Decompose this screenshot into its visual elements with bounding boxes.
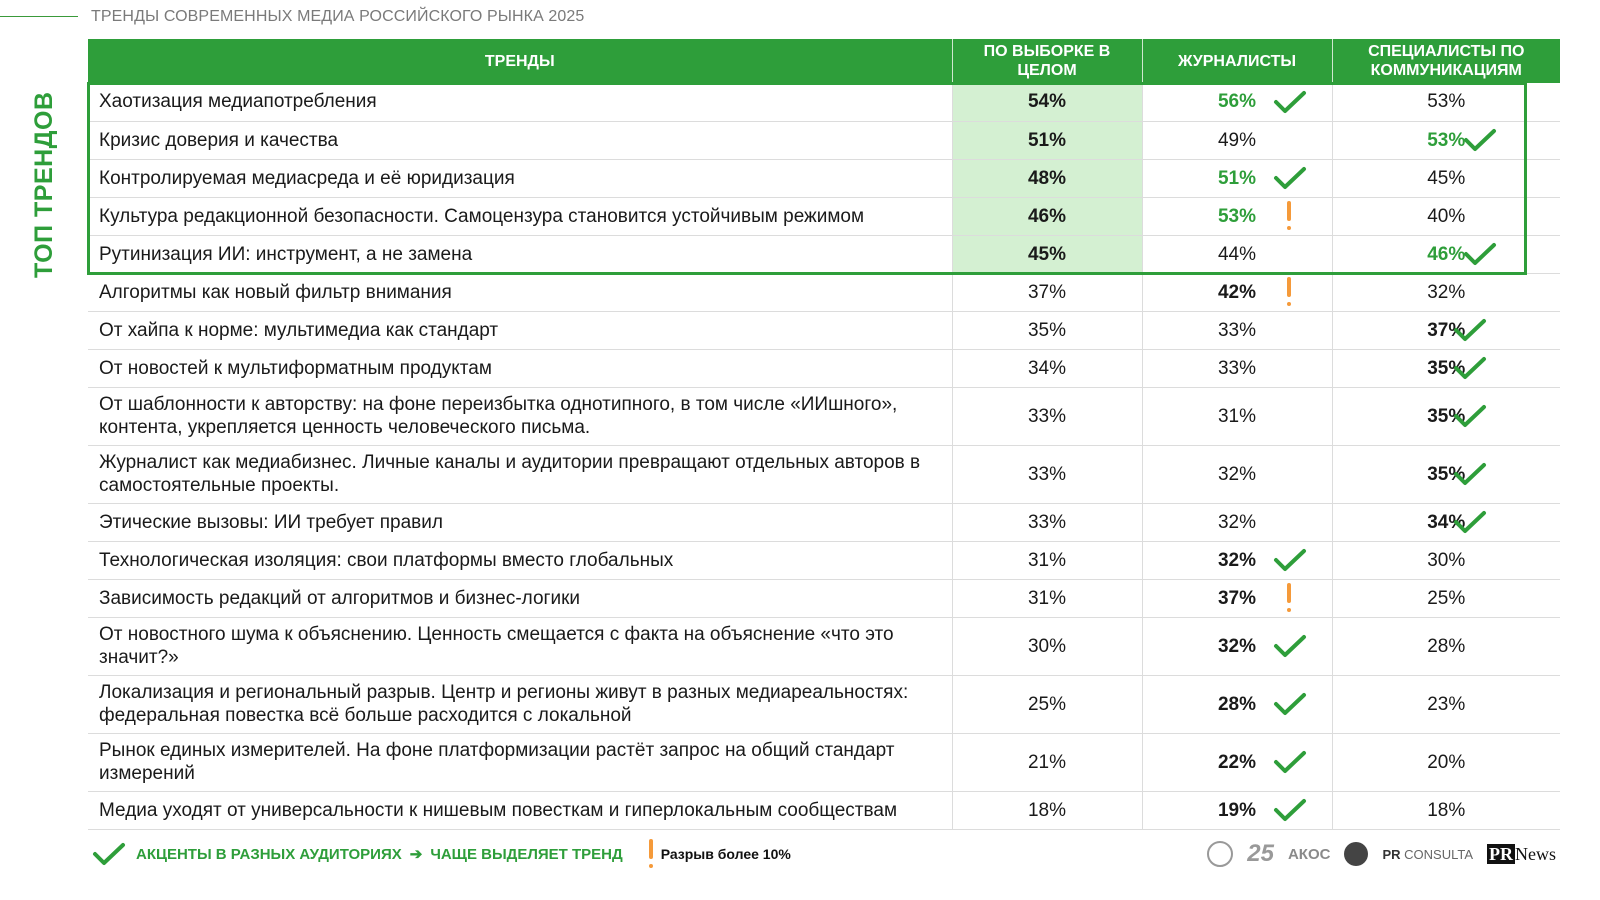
partner-logos bbox=[1207, 840, 1556, 868]
value-journalists-text: 44% bbox=[1217, 243, 1257, 265]
value-journalists bbox=[1142, 541, 1332, 579]
value-total-text: 18% bbox=[1027, 799, 1067, 821]
check-icon bbox=[1273, 89, 1307, 115]
trend-name: От новостного шума к объяснению. Ценность смещается с факта на объяснение «что это значит?» bbox=[88, 617, 952, 675]
value-specialists bbox=[1332, 733, 1560, 791]
value-journalists-text: 53% bbox=[1217, 205, 1257, 227]
value-total-text: 21% bbox=[1027, 751, 1067, 773]
logo-prnews-pr: PR bbox=[1489, 843, 1513, 864]
value-specialists-text: 35% bbox=[1427, 463, 1466, 485]
value-specialists bbox=[1332, 83, 1560, 121]
header-trends: ТРЕНДЫ bbox=[88, 39, 952, 83]
top-trend-row bbox=[88, 121, 1560, 159]
header-journalists: ЖУРНАЛИСТЫ bbox=[1142, 39, 1332, 83]
trend-name: От новостей к мультиформатным продуктам bbox=[88, 349, 952, 387]
value-total bbox=[952, 579, 1142, 617]
value-journalists-text: 51% bbox=[1217, 167, 1257, 189]
check-icon bbox=[1273, 691, 1307, 717]
value-total bbox=[952, 273, 1142, 311]
value-specialists-text: 46% bbox=[1427, 243, 1466, 265]
trend-name: От хайпа к норме: мультимедиа как стандарт bbox=[88, 311, 952, 349]
value-specialists bbox=[1332, 311, 1560, 349]
value-journalists-text: 37% bbox=[1217, 587, 1257, 609]
value-specialists-text: 40% bbox=[1427, 205, 1466, 227]
trend-row bbox=[88, 541, 1560, 579]
value-specialists bbox=[1332, 197, 1560, 235]
value-total-text: 34% bbox=[1027, 357, 1067, 379]
title-rule bbox=[0, 16, 78, 17]
check-icon bbox=[1273, 797, 1307, 823]
value-journalists bbox=[1142, 387, 1332, 445]
value-journalists bbox=[1142, 733, 1332, 791]
value-total bbox=[952, 791, 1142, 829]
exclamation-icon bbox=[1285, 583, 1293, 613]
arrow-right-icon: ➔ bbox=[409, 846, 423, 863]
copyright-logo-icon bbox=[1207, 841, 1233, 867]
exclamation-icon bbox=[647, 839, 655, 869]
value-total bbox=[952, 541, 1142, 579]
trend-row bbox=[88, 617, 1560, 675]
value-total-text: 45% bbox=[1027, 243, 1067, 265]
check-icon bbox=[1273, 633, 1307, 659]
value-total-text: 48% bbox=[1027, 167, 1067, 189]
value-journalists bbox=[1142, 617, 1332, 675]
check-icon bbox=[1463, 127, 1497, 153]
value-specialists-text: 53% bbox=[1427, 91, 1466, 113]
trend-row bbox=[88, 791, 1560, 829]
check-icon bbox=[92, 841, 126, 867]
value-specialists bbox=[1332, 541, 1560, 579]
logo-25: 25 bbox=[1247, 840, 1274, 867]
trend-name: Медиа уходят от универсальности к нишевым повесткам и гиперлокальным сообществам bbox=[88, 791, 952, 829]
value-journalists-text: 32% bbox=[1217, 635, 1257, 657]
value-specialists bbox=[1332, 617, 1560, 675]
check-icon bbox=[1273, 749, 1307, 775]
top-trend-row bbox=[88, 83, 1560, 121]
value-total bbox=[952, 675, 1142, 733]
emblem-logo-icon bbox=[1344, 842, 1368, 866]
value-total bbox=[952, 311, 1142, 349]
trend-name: Культура редакционной безопасности. Самоцензура становится устойчивым режимом bbox=[88, 197, 952, 235]
value-total-text: 31% bbox=[1027, 587, 1067, 609]
value-journalists-text: 42% bbox=[1217, 281, 1257, 303]
trend-row bbox=[88, 349, 1560, 387]
value-journalists bbox=[1142, 83, 1332, 121]
top-trend-row bbox=[88, 159, 1560, 197]
trend-name: Контролируемая медиасреда и её юридизация bbox=[88, 159, 952, 197]
check-icon bbox=[1273, 547, 1307, 573]
top-trend-row bbox=[88, 197, 1560, 235]
check-icon bbox=[1453, 317, 1487, 343]
check-icon bbox=[1453, 355, 1487, 381]
value-specialists bbox=[1332, 579, 1560, 617]
logo-consulta-text: CONSULTA bbox=[1404, 846, 1473, 862]
header-specialists: СПЕЦИАЛИСТЫ ПО КОММУНИКАЦИЯМ bbox=[1332, 39, 1560, 83]
value-specialists bbox=[1332, 675, 1560, 733]
check-icon bbox=[1453, 509, 1487, 535]
trend-row bbox=[88, 503, 1560, 541]
value-specialists-text: 45% bbox=[1427, 167, 1466, 189]
value-journalists bbox=[1142, 197, 1332, 235]
value-journalists-text: 49% bbox=[1217, 129, 1257, 151]
value-total bbox=[952, 121, 1142, 159]
value-specialists bbox=[1332, 503, 1560, 541]
trend-row bbox=[88, 445, 1560, 503]
trend-name: Журналист как медиабизнес. Личные каналы и аудитории превращают отдельных авторов в самостоятельные проекты. bbox=[88, 445, 952, 503]
value-specialists bbox=[1332, 791, 1560, 829]
header-total: ПО ВЫБОРКЕ В ЦЕЛОМ bbox=[952, 39, 1142, 83]
value-total-text: 35% bbox=[1027, 319, 1067, 341]
value-specialists-text: 23% bbox=[1427, 693, 1466, 715]
exclamation-icon bbox=[1285, 201, 1293, 231]
value-specialists-text: 35% bbox=[1427, 357, 1466, 379]
value-specialists bbox=[1332, 273, 1560, 311]
value-journalists-text: 32% bbox=[1217, 463, 1257, 485]
value-total-text: 25% bbox=[1027, 693, 1067, 715]
trends-table bbox=[88, 39, 1560, 830]
value-journalists-text: 33% bbox=[1217, 357, 1257, 379]
value-specialists-text: 37% bbox=[1427, 319, 1466, 341]
trend-name: Этические вызовы: ИИ требует правил bbox=[88, 503, 952, 541]
legend-more-text: ЧАЩЕ ВЫДЕЛЯЕТ ТРЕНД bbox=[430, 845, 623, 863]
trend-row bbox=[88, 273, 1560, 311]
value-journalists bbox=[1142, 445, 1332, 503]
value-total-text: 31% bbox=[1027, 549, 1067, 571]
logo-prnews bbox=[1487, 844, 1556, 865]
logo-pr-consulta bbox=[1382, 847, 1473, 862]
value-specialists bbox=[1332, 445, 1560, 503]
value-specialists bbox=[1332, 235, 1560, 273]
trend-name: Рынок единых измерителей. На фоне платформизации растёт запрос на общий стандарт измерений bbox=[88, 733, 952, 791]
side-label-top-trends: ТОП ТРЕНДОВ bbox=[30, 91, 58, 278]
value-total bbox=[952, 387, 1142, 445]
value-specialists bbox=[1332, 159, 1560, 197]
check-icon bbox=[1463, 241, 1497, 267]
value-journalists-text: 22% bbox=[1217, 751, 1257, 773]
trend-name: Алгоритмы как новый фильтр внимания bbox=[88, 273, 952, 311]
value-journalists-text: 32% bbox=[1217, 549, 1257, 571]
value-journalists bbox=[1142, 675, 1332, 733]
value-journalists bbox=[1142, 349, 1332, 387]
value-total bbox=[952, 617, 1142, 675]
value-total bbox=[952, 197, 1142, 235]
value-specialists bbox=[1332, 121, 1560, 159]
value-journalists bbox=[1142, 273, 1332, 311]
trend-name: Технологическая изоляция: свои платформы вместо глобальных bbox=[88, 541, 952, 579]
value-total-text: 33% bbox=[1027, 463, 1067, 485]
value-journalists bbox=[1142, 311, 1332, 349]
value-journalists bbox=[1142, 159, 1332, 197]
value-total bbox=[952, 445, 1142, 503]
top-trend-row bbox=[88, 235, 1560, 273]
value-total bbox=[952, 83, 1142, 121]
value-journalists bbox=[1142, 121, 1332, 159]
value-total-text: 33% bbox=[1027, 511, 1067, 533]
trend-row bbox=[88, 579, 1560, 617]
value-total bbox=[952, 159, 1142, 197]
value-journalists bbox=[1142, 503, 1332, 541]
value-journalists bbox=[1142, 235, 1332, 273]
exclamation-icon bbox=[1285, 277, 1293, 307]
value-journalists-text: 19% bbox=[1217, 799, 1257, 821]
legend bbox=[92, 838, 791, 870]
value-specialists-text: 35% bbox=[1427, 405, 1466, 427]
trend-name: Хаотизация медиапотребления bbox=[88, 83, 952, 121]
value-specialists-text: 53% bbox=[1427, 129, 1466, 151]
logo-prnews-news: News bbox=[1515, 843, 1556, 864]
check-icon bbox=[1453, 403, 1487, 429]
value-specialists-text: 32% bbox=[1427, 281, 1466, 303]
value-total bbox=[952, 235, 1142, 273]
check-icon bbox=[1453, 461, 1487, 487]
trend-name: Рутинизация ИИ: инструмент, а не замена bbox=[88, 235, 952, 273]
value-specialists-text: 34% bbox=[1427, 511, 1466, 533]
value-total bbox=[952, 349, 1142, 387]
value-specialists-text: 20% bbox=[1427, 751, 1466, 773]
value-specialists-text: 25% bbox=[1427, 587, 1466, 609]
value-journalists bbox=[1142, 791, 1332, 829]
trend-name: Локализация и региональный разрыв. Центр и регионы живут в разных медиареальностях: федеральная повестка всё больше расходится с локальной bbox=[88, 675, 952, 733]
value-journalists-text: 31% bbox=[1217, 405, 1257, 427]
value-specialists bbox=[1332, 387, 1560, 445]
value-total-text: 33% bbox=[1027, 405, 1067, 427]
value-total bbox=[952, 503, 1142, 541]
check-icon bbox=[1273, 165, 1307, 191]
logo-pr-text: PR bbox=[1382, 846, 1401, 862]
value-specialists-text: 30% bbox=[1427, 549, 1466, 571]
trend-name: Зависимость редакций от алгоритмов и бизнес-логики bbox=[88, 579, 952, 617]
value-journalists bbox=[1142, 579, 1332, 617]
value-specialists-text: 28% bbox=[1427, 635, 1466, 657]
value-total-text: 54% bbox=[1027, 91, 1067, 113]
trend-row bbox=[88, 675, 1560, 733]
value-total bbox=[952, 733, 1142, 791]
legend-gap-text: Разрыв более 10% bbox=[660, 846, 791, 862]
value-total-text: 30% bbox=[1027, 635, 1067, 657]
value-total-text: 37% bbox=[1027, 281, 1067, 303]
value-total-text: 46% bbox=[1027, 205, 1067, 227]
value-journalists-text: 33% bbox=[1217, 319, 1257, 341]
legend-accent-text: АКЦЕНТЫ В РАЗНЫХ АУДИТОРИЯХ bbox=[136, 845, 402, 863]
trend-row bbox=[88, 311, 1560, 349]
value-specialists-text: 18% bbox=[1427, 799, 1466, 821]
value-specialists bbox=[1332, 349, 1560, 387]
trend-row bbox=[88, 387, 1560, 445]
page-title: ТРЕНДЫ СОВРЕМЕННЫХ МЕДИА РОССИЙСКОГО РЫНКА 2025 bbox=[91, 8, 585, 25]
value-journalists-text: 32% bbox=[1217, 511, 1257, 533]
value-journalists-text: 28% bbox=[1217, 693, 1257, 715]
value-total-text: 51% bbox=[1027, 129, 1067, 151]
header-row bbox=[88, 39, 1560, 83]
trend-name: От шаблонности к авторству: на фоне переизбытка однотипного, в том числе «ИИшного», контента, укрепляется ценность человеческого письма. bbox=[88, 387, 952, 445]
value-journalists-text: 56% bbox=[1217, 91, 1257, 113]
trend-row bbox=[88, 733, 1560, 791]
logo-akos: АКОС bbox=[1287, 845, 1331, 863]
trend-name: Кризис доверия и качества bbox=[88, 121, 952, 159]
